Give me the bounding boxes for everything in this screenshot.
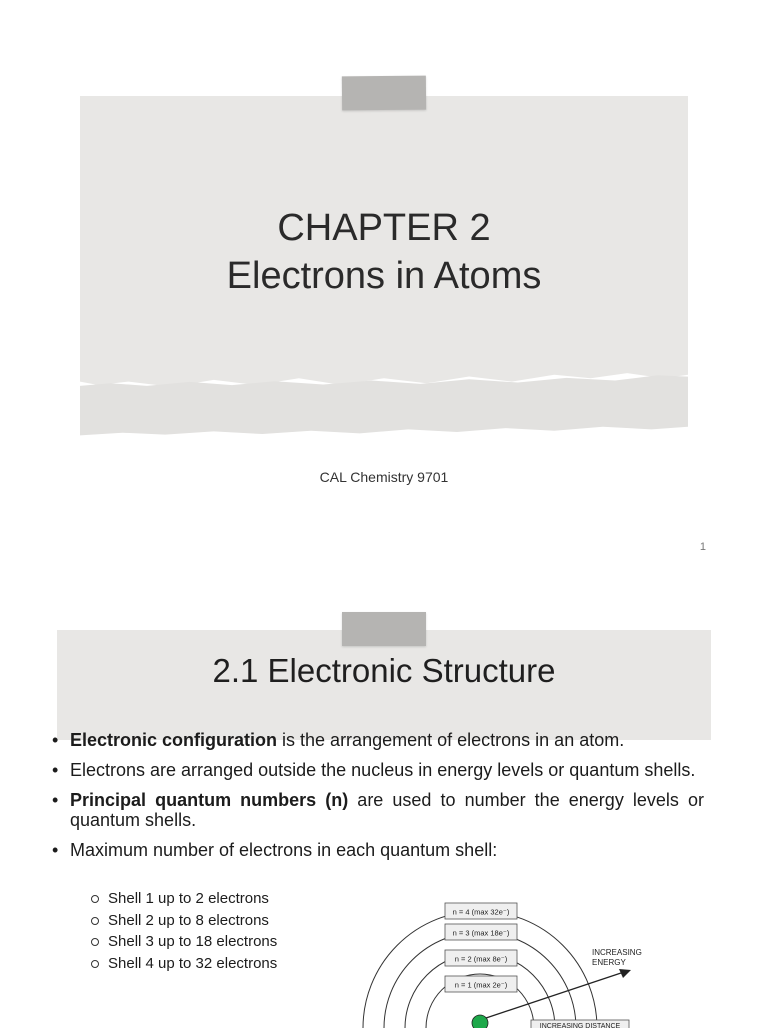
- tape-strip: [342, 612, 426, 646]
- bullet-text: Maximum number of electrons in each quantum shell:: [70, 840, 498, 860]
- bullet-list: [48, 730, 704, 870]
- shell-list: [90, 888, 277, 974]
- title-line-1: CHAPTER 2: [277, 207, 491, 249]
- bullet-text: is the arrangement of electrons in an atom.: [277, 730, 625, 750]
- level-label: n = 2 (max 8e⁻): [454, 954, 508, 964]
- bullet-item: [48, 760, 704, 780]
- bullet-item: [48, 790, 704, 830]
- energy-label: INCREASING: [592, 948, 642, 957]
- shell-item: Shell 3 up to 18 electrons: [90, 931, 277, 953]
- bullet-bold: Principal quantum numbers (n): [70, 790, 349, 810]
- title-line-2: Electrons in Atoms: [226, 255, 542, 297]
- shell-item: Shell 1 up to 2 electrons: [90, 888, 277, 910]
- shell-diagram: [355, 888, 655, 1028]
- tape-strip: [342, 76, 426, 111]
- bullet-bold: Electronic configuration: [70, 730, 278, 750]
- page-number: 1: [699, 541, 706, 553]
- energy-label: ENERGY: [592, 958, 626, 967]
- bullet-text: Electrons are arranged outside the nucleus in energy levels or quantum shells.: [70, 760, 696, 780]
- shell-item: Shell 4 up to 32 electrons: [90, 953, 277, 975]
- level-label: n = 3 (max 18e⁻): [452, 928, 510, 938]
- section-title: 2.1 Electronic Structure: [212, 652, 556, 689]
- nucleus-icon: [472, 1015, 488, 1028]
- shell-item: Shell 2 up to 8 electrons: [90, 910, 277, 932]
- level-label: n = 1 (max 2e⁻): [454, 980, 508, 990]
- slide-title: [80, 204, 688, 300]
- bullet-item: [48, 730, 704, 750]
- slide-subtitle: CAL Chemistry 9701: [319, 469, 449, 485]
- bullet-item: [48, 840, 704, 860]
- content-slide: [0, 570, 768, 1028]
- level-label: n = 4 (max 32e⁻): [452, 907, 510, 917]
- bullet-text: are used to number the energy levels or quantum shells.: [70, 790, 704, 830]
- distance-label: INCREASING DISTANCE: [539, 1023, 621, 1028]
